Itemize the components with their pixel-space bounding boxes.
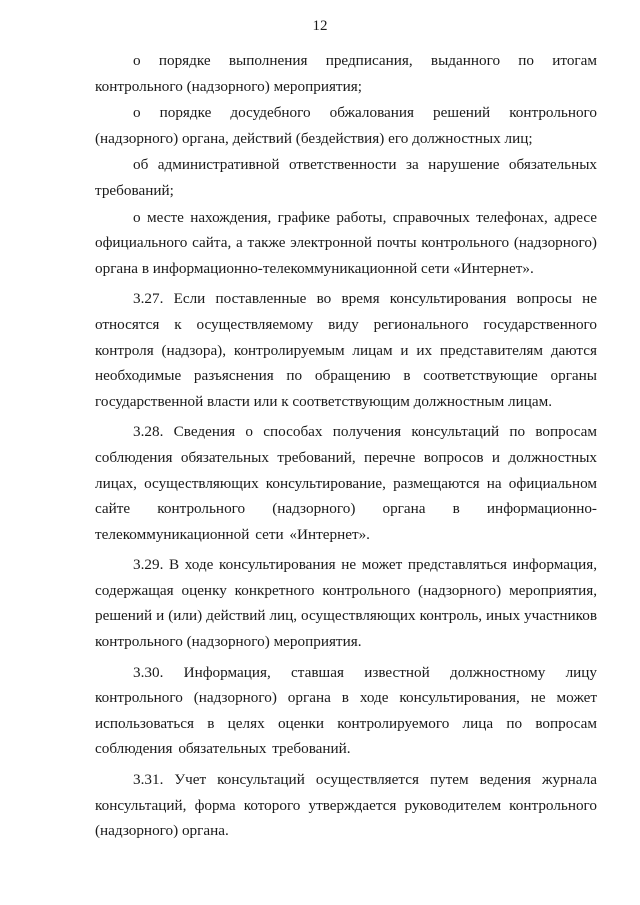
paragraph-location-and-contacts: о месте нахождения, графике работы, справочных телефонах, адресе официального сайта, а также электронной почты контрольного (надзорного) органа в информационно-телекоммуникационной сети «Интернет».	[95, 208, 597, 277]
paragraph-3-29: 3.29. В ходе консультирования не может представляться информация, содержащая оценку конкретного контрольного (надзорного) мероприятия, решений и (или) действий лиц, осуществляющих контроль, иных участников контрольного (надзорного) мероприятия.	[95, 556, 597, 651]
paragraph-3-28: 3.28. Сведения о способах получения консультаций по вопросам соблюдения обязательных требований, перечне вопросов и должностных лицах, осуществляющих консультирование, размещаются на официальном сайте контрольного (надзорного) органа в информационно-телекоммуникационной сети «Интернет».	[95, 423, 597, 543]
paragraph-pretrial-appeal: о порядке досудебного обжалования решений контрольного (надзорного) органа, действий (бездействия) его должностных лиц;	[95, 104, 597, 147]
document-body	[95, 48, 597, 847]
paragraph-3-27: 3.27. Если поставленные во время консультирования вопросы не относятся к осуществляемому виду регионального государственного контроля (надзора), контролируемым лицам и их представителям даются необходимые разъяснения по обращению в соответствующие органы государственной власти или к соответствующим должностным лицам.	[95, 290, 597, 410]
paragraph-administrative-liability: об административной ответственности за нарушение обязательных требований;	[95, 156, 597, 199]
page-number: 12	[312, 18, 328, 34]
paragraph-3-31: 3.31. Учет консультаций осуществляется путем ведения журнала консультаций, форма которого утверждается руководителем контрольного (надзорного) органа.	[95, 771, 597, 840]
paragraph-3-30: 3.30. Информация, ставшая известной должностному лицу контрольного (надзорного) органа в ходе консультирования, не может использоваться в целях оценки контролируемого лица по вопросам соблюдения обязательных требований.	[95, 663, 597, 758]
paragraph-order-of-prescription: о порядке выполнения предписания, выданного по итогам контрольного (надзорного) мероприятия;	[95, 52, 597, 95]
